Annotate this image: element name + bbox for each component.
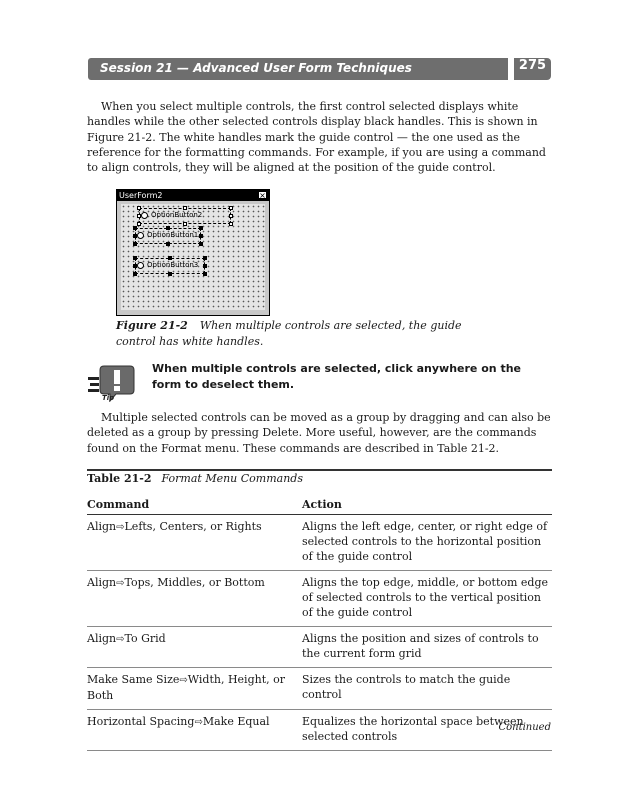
page-number: 275	[518, 58, 547, 73]
black-handle	[133, 256, 137, 260]
menu-arrow-icon: ⇨	[194, 717, 203, 728]
option-button-1: OptionButton1	[137, 231, 198, 240]
table-row	[87, 515, 552, 571]
white-handle	[137, 206, 141, 210]
radio-icon	[137, 232, 144, 239]
black-handle	[203, 264, 207, 268]
running-header	[88, 58, 508, 80]
userform-titlebar	[117, 190, 269, 201]
option-button-2: OptionButton2	[141, 211, 202, 220]
black-handle	[168, 256, 172, 260]
header-title: Session 21 — Advanced User Form Techniques	[100, 61, 412, 75]
black-handle	[133, 234, 137, 238]
page-number-box	[514, 58, 551, 80]
black-handle	[199, 234, 203, 238]
radio-icon	[141, 212, 148, 219]
action-cell: Aligns the left edge, center, or right edge of selected controls to the horizontal position of the guide control	[302, 520, 548, 563]
form-grid	[121, 204, 265, 310]
action-cell: Sizes the controls to match the guide control	[302, 673, 511, 701]
black-handle	[203, 272, 207, 276]
black-handle	[199, 226, 203, 230]
body-paragraph: Multiple selected controls can be moved as a group by dragging and can also be deleted as a group by pressing Delete. More useful, however, are the commands found on the Format menu. These commands are described in Table 21-2.	[87, 411, 551, 455]
white-handle	[229, 222, 233, 226]
table-label: Table 21-2	[87, 472, 152, 485]
column-header-action: Action	[302, 498, 342, 511]
userform-title: UserForm2	[119, 191, 163, 200]
black-handle	[203, 256, 207, 260]
format-menu-table	[87, 495, 552, 751]
white-handle	[183, 222, 187, 226]
table-title: Format Menu Commands	[161, 472, 303, 485]
black-handle	[133, 226, 137, 230]
black-handle	[168, 272, 172, 276]
menu-arrow-icon: ⇨	[179, 675, 188, 686]
white-handle	[229, 206, 233, 210]
table-caption	[87, 471, 303, 486]
table-row	[87, 627, 552, 668]
figure-label: Figure 21-2	[116, 319, 188, 332]
black-handle	[133, 242, 137, 246]
intro-paragraph: When you select multiple controls, the first control selected displays white handles while the other selected controls display black handles. This is shown in Figure 21-2. The white handles mark the guide control — the one used as the reference for the formatting commands. For example, if you are using a command to align controls, they will be aligned at the position of the guide control.	[87, 100, 546, 175]
tip-icon	[88, 362, 138, 402]
command-cell: Align⇨Lefts, Centers, or Rights	[87, 520, 262, 533]
action-cell: Aligns the top edge, middle, or bottom edge of selected controls to the vertical position of the guide control	[302, 576, 549, 619]
radio-icon	[137, 262, 144, 269]
menu-arrow-icon: ⇨	[116, 522, 125, 533]
white-handle	[137, 222, 141, 226]
figure-caption	[116, 318, 496, 350]
black-handle	[166, 226, 170, 230]
table-row	[87, 668, 552, 710]
white-handle	[229, 214, 233, 218]
black-handle	[133, 272, 137, 276]
figure-caption-text: When multiple controls are selected, the guide control has white handles.	[116, 319, 462, 348]
action-cell: Aligns the position and sizes of controls to the current form grid	[302, 632, 539, 660]
command-cell: Align⇨Tops, Middles, or Bottom	[87, 576, 265, 589]
command-cell: Make Same Size⇨Width, Height, or Both	[87, 673, 285, 702]
continued-label: Continued	[498, 722, 551, 733]
black-handle	[133, 264, 137, 268]
table-row	[87, 571, 552, 627]
close-icon: ×	[259, 191, 266, 200]
white-handle	[183, 206, 187, 210]
command-cell: Horizontal Spacing⇨Make Equal	[87, 715, 270, 728]
table-header-row	[87, 495, 552, 515]
black-handle	[166, 242, 170, 246]
menu-arrow-icon: ⇨	[116, 634, 125, 645]
black-handle	[199, 242, 203, 246]
command-cell: Align⇨To Grid	[87, 632, 166, 645]
column-header-command: Command	[87, 498, 150, 511]
action-cell: Equalizes the horizontal space between selected controls	[302, 715, 524, 743]
userform-screenshot	[116, 189, 270, 316]
menu-arrow-icon: ⇨	[116, 578, 125, 589]
option-button-3: OptionButton3	[137, 261, 198, 270]
white-handle	[137, 214, 141, 218]
tip-icon-label: Tip	[102, 394, 115, 402]
tip-text: When multiple controls are selected, click anywhere on the form to deselect them.	[152, 362, 521, 391]
